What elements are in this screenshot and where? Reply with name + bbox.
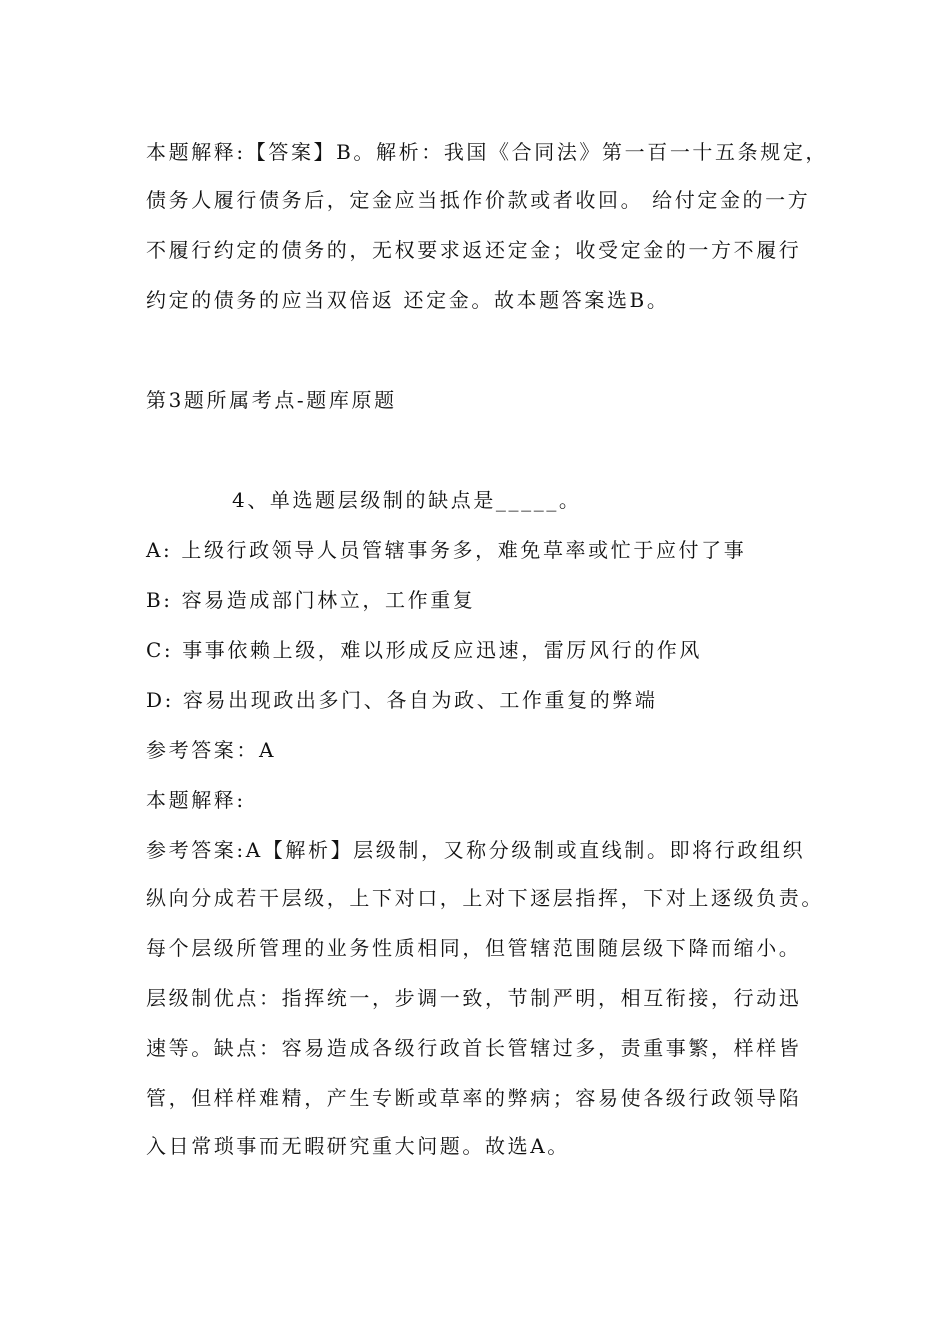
q4-explanation-line: 入日常琐事而无暇研究重大问题。故选A。	[146, 1134, 570, 1158]
q4-explanation-line: 纵向分成若干层级，上下对口，上对下逐层指挥，下对上逐级负责。	[146, 886, 824, 910]
q3-explanation-line: 约定的债务的应当双倍返 还定金。故本题答案选B。	[146, 288, 670, 312]
q3-topic: 第3题所属考点-题库原题	[146, 388, 397, 412]
q4-explanation-line: 层级制优点：指挥统一，步调一致，节制严明，相互衔接，行动迅	[146, 986, 802, 1010]
q4-question: 4、单选题层级制的缺点是_____。	[232, 488, 582, 512]
q4-option-c: C: 事事依赖上级，难以形成反应迅速，雷厉风行的作风	[146, 638, 702, 662]
q3-explanation-line: 本题解释:【答案】B。解析：我国《合同法》第一百一十五条规定，	[146, 140, 829, 164]
q4-explanation-line: 管，但样样难精，产生专断或草率的弊病；容易使各级行政领导陷	[146, 1086, 802, 1110]
q4-explanation-line: 参考答案:A【解析】层级制，又称分级制或直线制。即将行政组织	[146, 838, 806, 862]
q3-explanation-line: 不履行约定的债务的，无权要求返还定金；收受定金的一方不履行	[146, 238, 802, 262]
q4-option-d: D: 容易出现政出多门、各自为政、工作重复的弊端	[146, 688, 658, 712]
q4-option-a: A: 上级行政领导人员管辖事务多，难免草率或忙于应付了事	[146, 538, 747, 562]
q4-explanation-line: 速等。缺点：容易造成各级行政首长管辖过多，责重事繁，样样皆	[146, 1036, 802, 1060]
q4-option-b: B: 容易造成部门林立，工作重复	[146, 588, 476, 612]
q3-explanation-line: 债务人履行债务后，定金应当抵作价款或者收回。 给付定金的一方	[146, 188, 811, 212]
q4-reference-answer: 参考答案：A	[146, 738, 277, 762]
q4-explanation-label: 本题解释:	[146, 788, 246, 812]
q4-explanation-line: 每个层级所管理的业务性质相同，但管辖范围随层级下降而缩小。	[146, 936, 802, 960]
